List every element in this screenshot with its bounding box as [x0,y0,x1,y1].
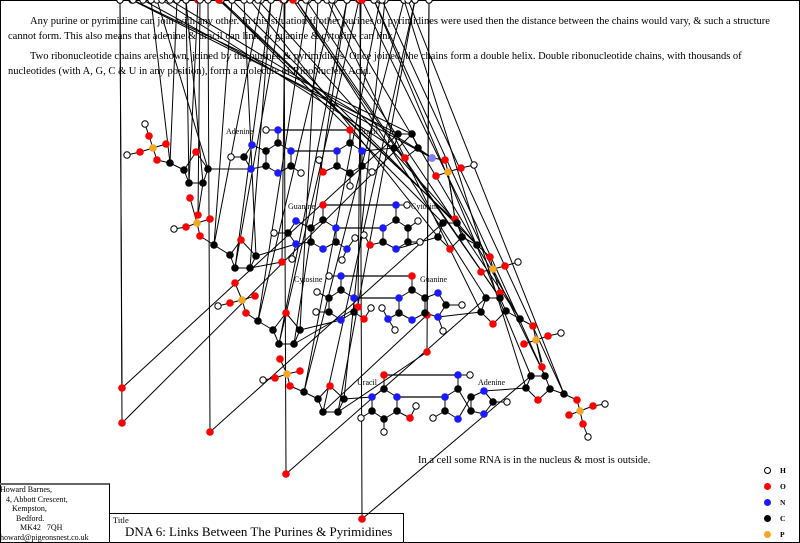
atom-h [260,377,266,383]
atom-h [289,256,295,262]
atom-o [196,232,204,240]
atom-c [290,340,298,348]
atom-c [392,216,400,224]
atom-h [148,0,154,3]
atom-c [252,252,260,260]
atom-o [408,272,416,280]
atom-h [358,415,364,421]
atom-h [361,232,367,238]
atom-c [482,294,490,302]
atom-h [197,0,203,3]
atom-h [142,121,148,127]
atom-h [467,372,473,378]
atom-h [329,0,335,3]
atom-h [167,0,173,3]
atom-h [368,305,374,311]
atom-c [333,162,341,170]
atom-o [282,309,290,317]
atom-h [124,152,130,158]
atom-o [326,382,334,390]
atom-h [313,309,319,315]
atom-c [332,238,340,246]
address-line: Bedford. [0,513,45,523]
atom-c [199,179,207,187]
atom-c [226,251,234,259]
address-line: 4, Abbott Crescent, [0,494,68,504]
atom-h [171,226,177,232]
title-box [110,513,404,542]
atom-n [333,147,341,155]
atom-o [271,374,279,382]
atom-c [395,309,403,317]
atom-o [136,148,144,156]
atom-o [589,402,597,410]
atom-n [434,289,442,297]
atom-h [229,0,235,3]
atom-c [340,395,348,403]
author-address [0,483,110,543]
address-line: Kempston, [0,504,47,513]
base-label-cytosine: Cytosine [411,202,440,211]
atom-o [153,156,161,164]
atom-o [118,384,126,392]
atom-o [278,258,286,266]
intro-paragraph-1: Any purine or pyrimidine can join with any other. In this situation if other purines or pyrimidines were used then the distance between the chains would vary, & such a structure cannot form. This also means that adenine & uracil can link, & guanine & cytosine can link. [8,16,770,42]
atom-h [459,302,465,308]
atom-n [292,217,300,225]
page-title: DNA 6: Links Between The Purines & Pyrimidines [125,524,393,539]
atom-n [292,240,300,248]
atom-o [118,419,126,427]
atom-c [453,219,461,227]
base-label-adenine: Adenine [226,127,254,136]
atom-h [215,303,221,309]
atom-c [210,241,218,249]
atom-h [228,154,234,160]
legend-label: H [780,465,786,475]
atom-c [287,162,295,170]
atom-c [527,372,535,380]
atom-o [194,211,202,219]
atom-o [520,340,528,348]
atom-o [401,154,409,162]
atom-o [544,332,552,340]
atom-p [444,168,452,176]
atom-h [315,0,321,3]
legend-hydrogen [764,462,794,478]
atom-h [140,0,146,3]
atom-n [480,410,488,418]
atom-h [440,328,446,334]
atom-o [186,194,194,202]
base-label-cytosine: Cytosine [294,275,323,284]
atom-c [502,307,510,315]
atom-o [501,262,509,270]
atom-n [384,315,392,323]
atom-c [379,238,387,246]
atom-c [240,153,248,161]
atom-o [251,292,259,300]
atom-n [247,165,255,173]
author-email: howard@pigeonsnest.co.uk [0,532,89,542]
atom-c [296,326,304,334]
atom-c [368,407,376,415]
atom-c [496,294,504,302]
legend-phosphorus [764,526,794,542]
atom-o [441,156,449,164]
atom-p [149,144,157,152]
atom-c [325,294,333,302]
atom-c [414,144,422,152]
atom-n [274,169,282,177]
atom-c [325,308,333,316]
atom-n [379,224,387,232]
atom-n [392,245,400,253]
base-label-uracil: Uracil [357,378,377,387]
title-caption: Title [113,515,129,525]
atom-c [421,294,429,302]
atom-c [516,315,524,323]
atom-h [379,0,385,3]
atom-c [246,264,254,272]
address-line: MK42 7QH [0,523,63,532]
atom-c [319,216,327,224]
atom-h [392,327,398,333]
atom-o [457,164,465,172]
atom-o [432,172,440,180]
atom-o [489,320,497,328]
atom-h [298,170,304,176]
atom-o [162,140,170,148]
atom-c [408,130,416,138]
atom-n [454,371,462,379]
atom-o [276,355,284,363]
legend-carbon [764,510,794,526]
atom-o [145,132,153,140]
atom-h [602,401,608,407]
base-label-uracil: Uracil [358,127,378,136]
atom-c [477,308,485,316]
atom-c [393,407,401,415]
base-label-guanine: Guanine [420,275,448,284]
atom-nlight [428,154,436,162]
nitrogen-dot-icon [764,499,771,506]
atom-o [296,367,304,375]
atom-n [392,201,400,209]
legend-label: N [780,497,786,507]
atom-c [541,372,549,380]
atom-c [439,219,447,227]
atom-n [408,316,416,324]
atom-h [183,0,189,3]
atom-o [446,245,454,253]
atom-o [538,363,546,371]
atom-h [417,239,423,245]
atom-h [117,0,123,3]
atom-c [262,147,270,155]
atom-c [254,317,262,325]
atom-c [307,238,315,246]
atom-h [247,0,253,3]
atom-p [238,296,246,304]
atom-n [368,393,376,401]
atom-c [269,326,277,334]
atom-c [434,233,442,241]
atom-h [347,183,353,189]
hydrogen-dot-icon [764,467,771,474]
atom-o [231,279,239,287]
atom-h [405,0,411,3]
legend-nitrogen [764,494,794,510]
atom-c [546,385,554,393]
atom-o [486,253,494,261]
atom-h [404,202,410,208]
atom-c [441,407,449,415]
atom-c [458,233,466,241]
atom-n [434,313,442,321]
atom-o [573,396,581,404]
atom-h [381,429,387,435]
atom-p [283,370,291,378]
atom-c [300,388,308,396]
atom-c [404,224,412,232]
atom-h [344,0,350,3]
atom-c [346,169,354,177]
intro-paragraph-2: Two ribonucleotide chains are shown, joined by the purines & pyrimidines. Once joined, the chains form a double helix. Double ribonucleotide chains, with thousands of nucleotides (with A, G, C & U in any position), form a molecule of RiboNucleic Acid. [8,51,742,77]
atom-h [504,399,510,405]
atom-h [352,235,358,241]
atom-h [303,0,309,3]
atom-o [529,322,537,330]
atom-c [394,130,402,138]
atom-p [576,407,584,415]
atom-o [206,215,214,223]
atom-c [204,165,212,173]
atom-n [441,393,449,401]
atom-p [489,265,497,273]
atom-c [380,385,388,393]
carbon-dot-icon [764,515,771,522]
atom-h [130,0,136,3]
atom-h [271,230,277,236]
atom-h [339,257,345,263]
atom-c [166,159,174,167]
atom-c [262,162,270,170]
atom-n [287,147,295,155]
atom-h [369,169,375,175]
phosphorus-dot-icon [764,531,771,538]
atom-o [237,236,245,244]
atom-h [326,273,332,279]
atom-c [467,407,475,415]
atom-h [314,289,320,295]
atom-c [522,384,530,392]
atom-o [360,315,368,323]
atom-h [471,162,477,168]
atom-c [337,286,345,294]
atom-c [334,408,342,416]
atom-n [393,393,401,401]
atom-c [275,340,283,348]
atom-h [255,0,261,3]
atom-o [579,420,587,428]
legend-label: P [780,529,785,539]
atom-c [350,308,358,316]
atom-n [358,147,366,155]
rna-location-note: In a cell some RNA is in the nucleus & most is outside. [418,455,651,466]
atom-c [180,166,188,174]
atom-h [281,0,287,3]
atom-o [182,223,190,231]
atom-c [231,264,239,272]
atom-c [560,390,568,398]
atom-h [415,218,421,224]
atom-o [346,126,354,134]
atom-o [282,470,290,478]
atom-h [413,403,419,409]
atom-h [159,0,165,3]
atom-c [284,229,292,237]
atom-n [480,387,488,395]
atom-c [390,144,398,152]
atom-c [307,224,315,232]
base-label-guanine: Guanine [288,202,316,211]
atom-c [346,139,354,147]
atom-c [319,408,327,416]
atom-o [192,148,200,156]
atom-c [185,179,193,187]
legend-oxygen [764,478,794,494]
atom-c [442,301,450,309]
atom-h [263,127,269,133]
atom-c [467,393,475,401]
atom-h [515,259,521,265]
atom-n [319,245,327,253]
atom-h [379,305,385,311]
atom-n [332,224,340,232]
address-line: Howard Barnes, [0,485,52,494]
legend-label: O [780,481,786,491]
atom-n [350,294,358,302]
atom-n [274,126,282,134]
legend-label: C [780,513,786,523]
atom-h [371,0,377,3]
atom-o [366,241,374,249]
atom-o [226,299,234,307]
atom-c [274,139,282,147]
atom-c [473,241,481,249]
atom-o [380,371,388,379]
atom-h [174,0,180,3]
atom-c [380,415,388,423]
atom-h [412,0,418,3]
atom-legend [764,462,794,542]
atom-c [489,398,497,406]
atom-h [205,0,211,3]
atom-o [534,396,542,404]
atom-n [248,141,256,149]
atom-c [408,286,416,294]
atom-h [268,0,274,3]
atom-h [430,415,436,421]
oxygen-dot-icon [764,483,771,490]
atom-o [286,382,294,390]
atom-h [558,330,564,336]
atom-o [406,414,414,422]
atom-n [395,294,403,302]
atom-n [343,245,351,253]
atom-c [421,309,429,317]
atom-o [242,309,250,317]
atom-o [477,268,485,276]
atom-o [423,348,431,356]
atom-n [337,272,345,280]
atom-o [319,201,327,209]
atom-h [241,0,247,3]
atom-h [585,434,591,440]
base-label-adenine: Adenine [478,378,506,387]
atom-p [193,219,201,227]
atom-o [319,168,327,176]
atom-c [454,385,462,393]
atom-p [532,336,540,344]
atom-o [206,428,214,436]
atom-h [316,157,322,163]
atom-n [337,316,345,324]
atom-h [426,0,432,3]
atom-c [314,395,322,403]
atom-n [454,415,462,423]
atom-c [358,162,366,170]
atom-o [565,411,573,419]
atom-c [404,238,412,246]
